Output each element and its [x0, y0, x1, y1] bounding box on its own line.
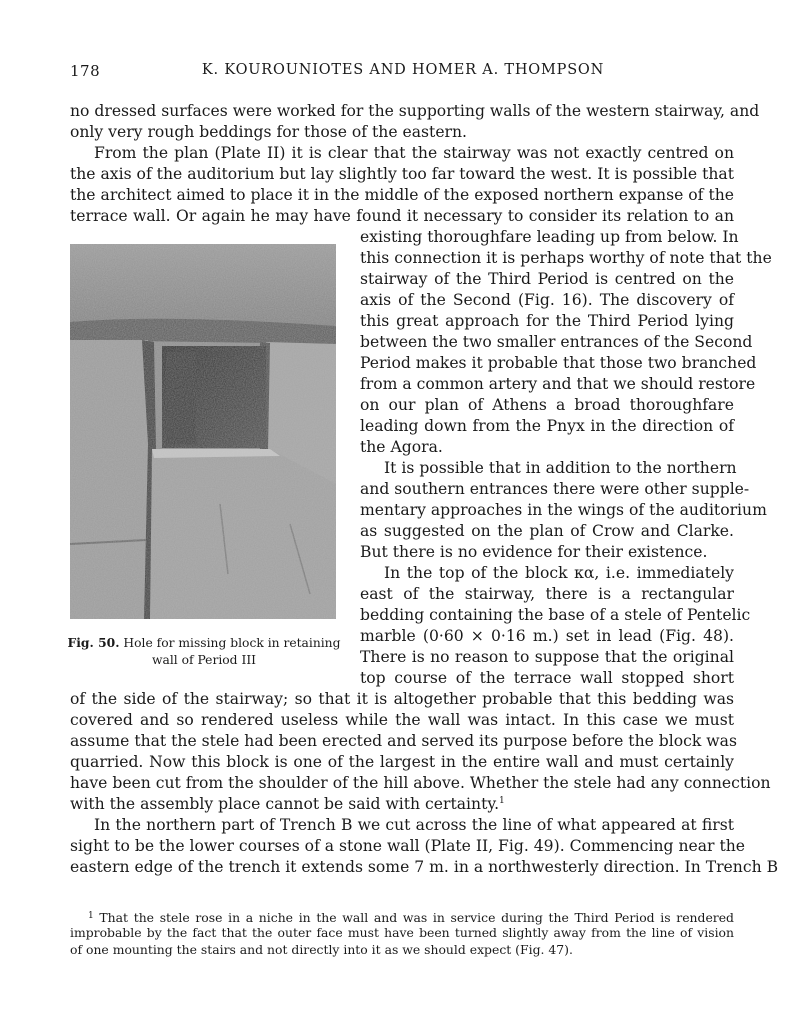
body-line: In the northern part of Trench B we cut across the line of what appeared at first [94, 816, 734, 834]
body-line: eastern edge of the trench it extends some 7 m. in a northwesterly direction. In Trench B [70, 858, 779, 876]
body-line: marble (0·60 × 0·16 m.) set in lead (Fig. 48). [360, 627, 734, 645]
body-line: this great approach for the Third Period lying [360, 312, 734, 330]
body-line: and southern entrances there were other supple- [360, 480, 750, 498]
footnote-line: improbable by the fact that the outer face must have been turned slightly away from the line of vision [70, 925, 734, 940]
body-line: bedding containing the base of a stele of Pentelic [360, 606, 751, 624]
body-line: the architect aimed to place it in the middle of the exposed northern expanse of the [70, 186, 734, 204]
body-line: existing thoroughfare leading up from below. In [360, 228, 739, 246]
footnote-line [88, 908, 734, 924]
body-line: top course of the terrace wall stopped short [360, 669, 734, 687]
caption-label: Fig. 50. [67, 635, 120, 650]
figure-caption [66, 634, 342, 669]
body-line: this connection it is perhaps worthy of note that the [360, 249, 772, 267]
caption-text-2: wall of Period III [151, 653, 257, 667]
body-line: It is possible that in addition to the northern [384, 459, 737, 477]
body-line: assume that the stele had been erected and served its purpose before the block was [70, 732, 737, 750]
body-line: quarried. Now this block is one of the largest in the entire wall and must certainly [70, 753, 734, 771]
body-line-text: with the assembly place cannot be said with certainty. [70, 795, 500, 813]
footnote-text: That the stele rose in a niche in the wall and was in service during the Third Period is rendered [99, 910, 734, 925]
body-line: In the top of the block κα, i.e. immediately [384, 564, 734, 582]
stone-wall-photo [70, 244, 336, 619]
body-line: Period makes it probable that those two branched [360, 354, 757, 372]
body-line: as suggested on the plan of Crow and Clarke. [360, 522, 734, 540]
body-line: From the plan (Plate II) it is clear that the stairway was not exactly centred on [94, 144, 734, 162]
footnote-line: of one mounting the stairs and not directly into it as we should expect (Fig. 47). [70, 942, 573, 957]
body-line: between the two smaller entrances of the Second [360, 333, 753, 351]
body-line: on our plan of Athens a broad thoroughfare [360, 396, 734, 414]
body-line: only very rough beddings for those of the eastern. [70, 123, 468, 141]
body-line: There is no reason to suppose that the original [360, 648, 734, 666]
body-line: have been cut from the shoulder of the hill above. Whether the stele had any connection [70, 774, 771, 792]
body-line: terrace wall. Or again he may have found it necessary to consider its relation to an [70, 207, 734, 225]
footnote-marker: 1 [88, 911, 94, 921]
body-line: the axis of the auditorium but lay slightly too far toward the west. It is possible that [70, 165, 734, 183]
body-line: covered and so rendered useless while the wall was intact. In this case we must [70, 711, 734, 729]
body-line: east of the stairway, there is a rectangular [360, 585, 734, 603]
body-line-with-footnote [70, 794, 734, 815]
body-line: stairway of the Third Period is centred on the [360, 270, 734, 288]
caption-text-1: Hole for missing block in retaining [123, 636, 341, 650]
body-line: But there is no evidence for their existence. [360, 543, 708, 561]
body-line: sight to be the lower courses of a stone wall (Plate II, Fig. 49). Commencing near the [70, 837, 745, 855]
page-number: 178 [70, 62, 101, 80]
body-line: axis of the Second (Fig. 16). The discovery of [360, 291, 734, 309]
body-line: from a common artery and that we should restore [360, 375, 756, 393]
running-head [70, 62, 736, 84]
figure-photo-wall-hole [70, 244, 336, 619]
footnote-reference[interactable]: 1 [499, 796, 505, 806]
body-line: the Agora. [360, 438, 443, 456]
body-line: no dressed surfaces were worked for the supporting walls of the western stairway, and [70, 102, 760, 120]
body-line: leading down from the Pnyx in the direction of [360, 417, 734, 435]
body-line: mentary approaches in the wings of the auditorium [360, 501, 767, 519]
running-title: K. KOUROUNIOTES AND HOMER A. THOMPSON [201, 62, 605, 78]
body-line: of the side of the stairway; so that it is altogether probable that this bedding was [70, 690, 734, 708]
